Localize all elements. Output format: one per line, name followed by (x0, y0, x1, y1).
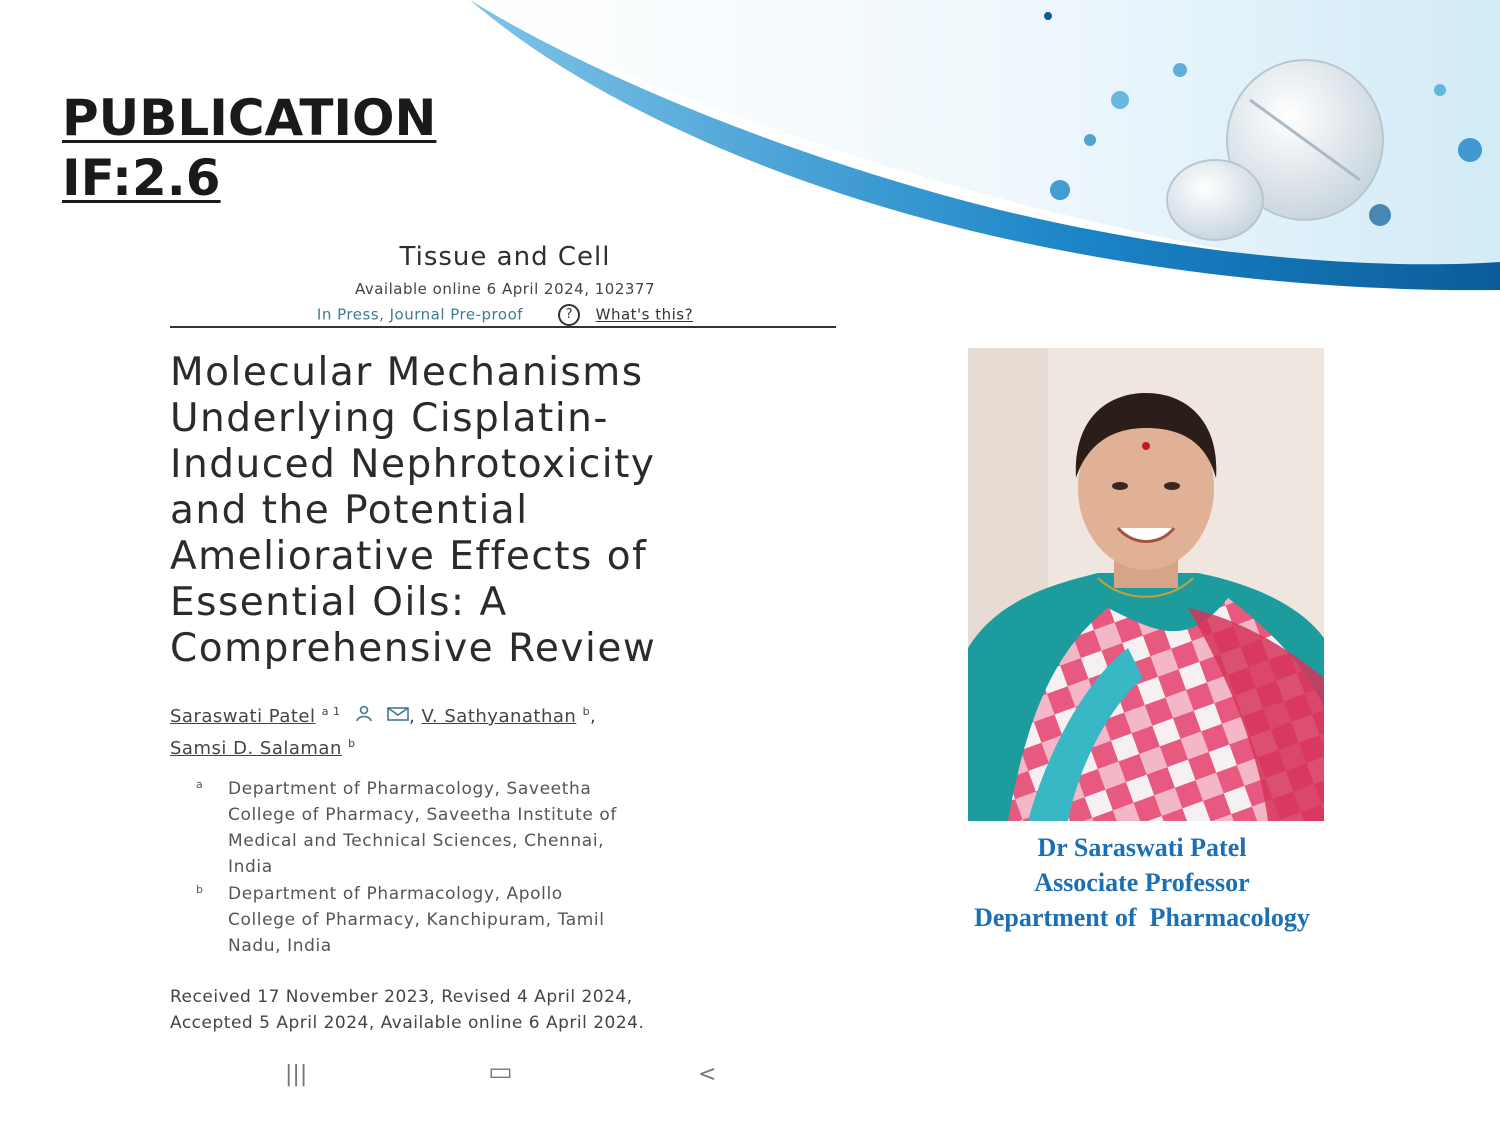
home-icon[interactable]: ▭ (488, 1057, 513, 1087)
author-superscript: a 1 (321, 705, 341, 718)
journal-name[interactable]: Tissue and Cell (399, 242, 611, 272)
availability-line: Available online 6 April 2024, 102377 (354, 280, 656, 298)
person-icon[interactable] (353, 703, 375, 730)
article-title (170, 350, 860, 672)
back-icon[interactable]: < (698, 1062, 717, 1087)
affiliation-line: College of Pharmacy, Kanchipuram, Tamil (228, 910, 605, 930)
dates-line: Accepted 5 April 2024, Available online 6 April 2024. (170, 1013, 645, 1033)
affiliation-line: Nadu, India (228, 936, 332, 956)
title-line: and the Potential (170, 488, 529, 533)
affiliation-mark: a (196, 778, 204, 791)
mail-icon[interactable] (387, 703, 409, 730)
affiliation-line: India (228, 857, 273, 877)
affiliation-line: Department of Pharmacology, Saveetha (228, 779, 592, 799)
title-line: Underlying Cisplatin- (170, 396, 609, 441)
author-link[interactable]: Samsi D. Salaman (170, 738, 342, 759)
publication-heading (62, 88, 436, 208)
profile-photo (968, 348, 1324, 821)
author-list (170, 698, 850, 762)
author-link[interactable]: V. Sathyanathan (421, 706, 577, 727)
article-screenshot (120, 240, 890, 1110)
title-line: Ameliorative Effects of (170, 534, 648, 579)
header-divider (170, 326, 836, 328)
affiliation-a (196, 776, 798, 880)
affiliation-b (196, 881, 798, 959)
whats-this-link[interactable]: What's this? (595, 305, 694, 324)
affiliation-mark: b (196, 883, 204, 896)
author-separator: , (590, 706, 597, 727)
question-circle-icon[interactable]: ? (558, 304, 580, 326)
profile-caption (930, 830, 1354, 935)
affiliation-line: College of Pharmacy, Saveetha Institute of (228, 805, 617, 825)
author-link[interactable]: Saraswati Patel (170, 706, 316, 727)
title-line: Induced Nephrotoxicity (170, 442, 656, 487)
affiliation-line: Department of Pharmacology, Apollo (228, 884, 563, 904)
profile-department: Department of Pharmacology (974, 903, 1310, 932)
affiliation-line: Medical and Technical Sciences, Chennai, (228, 831, 605, 851)
press-status-link[interactable]: In Press, Journal Pre-proof (316, 305, 524, 324)
profile-name: Dr Saraswati Patel (1037, 833, 1247, 862)
heading-impact-factor: IF:2.6 (62, 149, 221, 207)
title-line: Essential Oils: A (170, 580, 508, 625)
author-superscript: b (582, 705, 591, 718)
press-status-row (170, 304, 840, 326)
author-separator: , (408, 706, 416, 727)
title-line: Comprehensive Review (170, 626, 657, 671)
title-line: Molecular Mechanisms (170, 350, 644, 395)
heading-publication: PUBLICATION (62, 89, 437, 147)
author-superscript: b (348, 737, 356, 750)
recent-apps-icon[interactable]: ||| (285, 1062, 308, 1087)
article-dates (170, 984, 850, 1036)
dates-line: Received 17 November 2023, Revised 4 April 2024, (170, 987, 633, 1007)
profile-role: Associate Professor (1034, 868, 1250, 897)
